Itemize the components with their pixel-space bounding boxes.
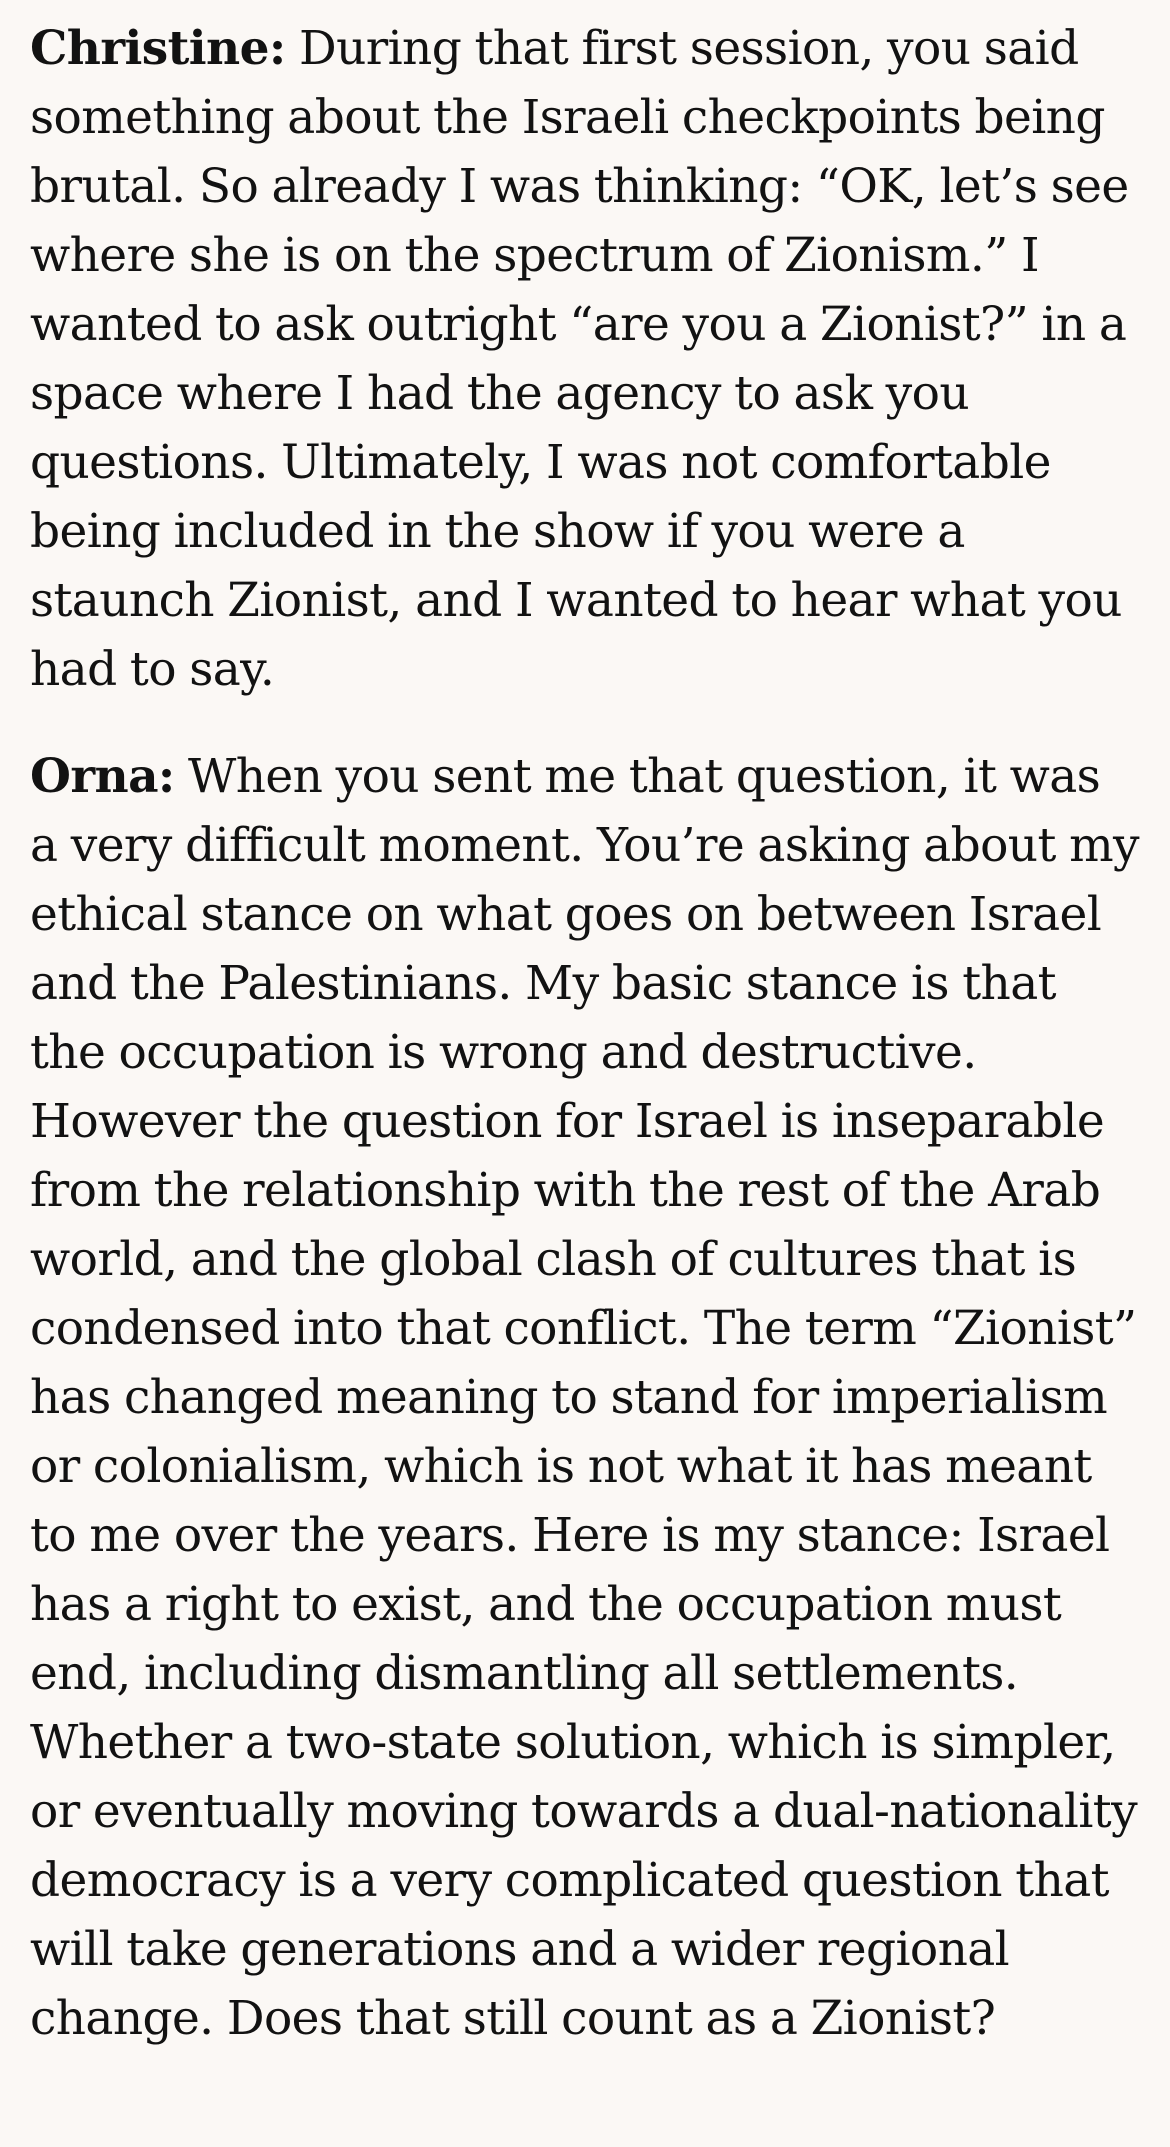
speaker-name: Orna: (30, 749, 175, 804)
interview-paragraph-christine (30, 14, 1140, 704)
paragraph-text: During that first session, you said something about the Israeli checkpoints being brutal. So already I was thinking: “OK, let’s see where she is on the spectrum of Zionism.” I wanted to ask outright “are you a Zionist?” in a space where I had the agency to ask you questions. Ultimately, I was not comfortable being included in the show if you were a staunch Zionist, and I wanted to hear what you had to say. (30, 21, 1129, 697)
paragraph-text: When you sent me that question, it was a very difficult moment. You’re asking about my ethical stance on what goes on between Israel and the Palestinians. My basic stance is that the occupation is wrong and destructive. However the question for Israel is inseparable from the relationship with the rest of the Arab world, and the global clash of cultures that is condensed into that conflict. The term “Zionist” has changed meaning to stand for imperialism or colonialism, which is not what it has meant to me over the years. Here is my stance: Israel has a right to exist, and the occupation must end, including dismantling all settlements. Whether a two-state solution, which is simpler, or eventually moving towards a dual-nationality democracy is a very complicated question that will take generations and a wider regional change. Does that still count as a Zionist? (30, 749, 1140, 2046)
interview-paragraph-orna (30, 742, 1140, 2053)
speaker-name: Christine: (30, 21, 286, 76)
